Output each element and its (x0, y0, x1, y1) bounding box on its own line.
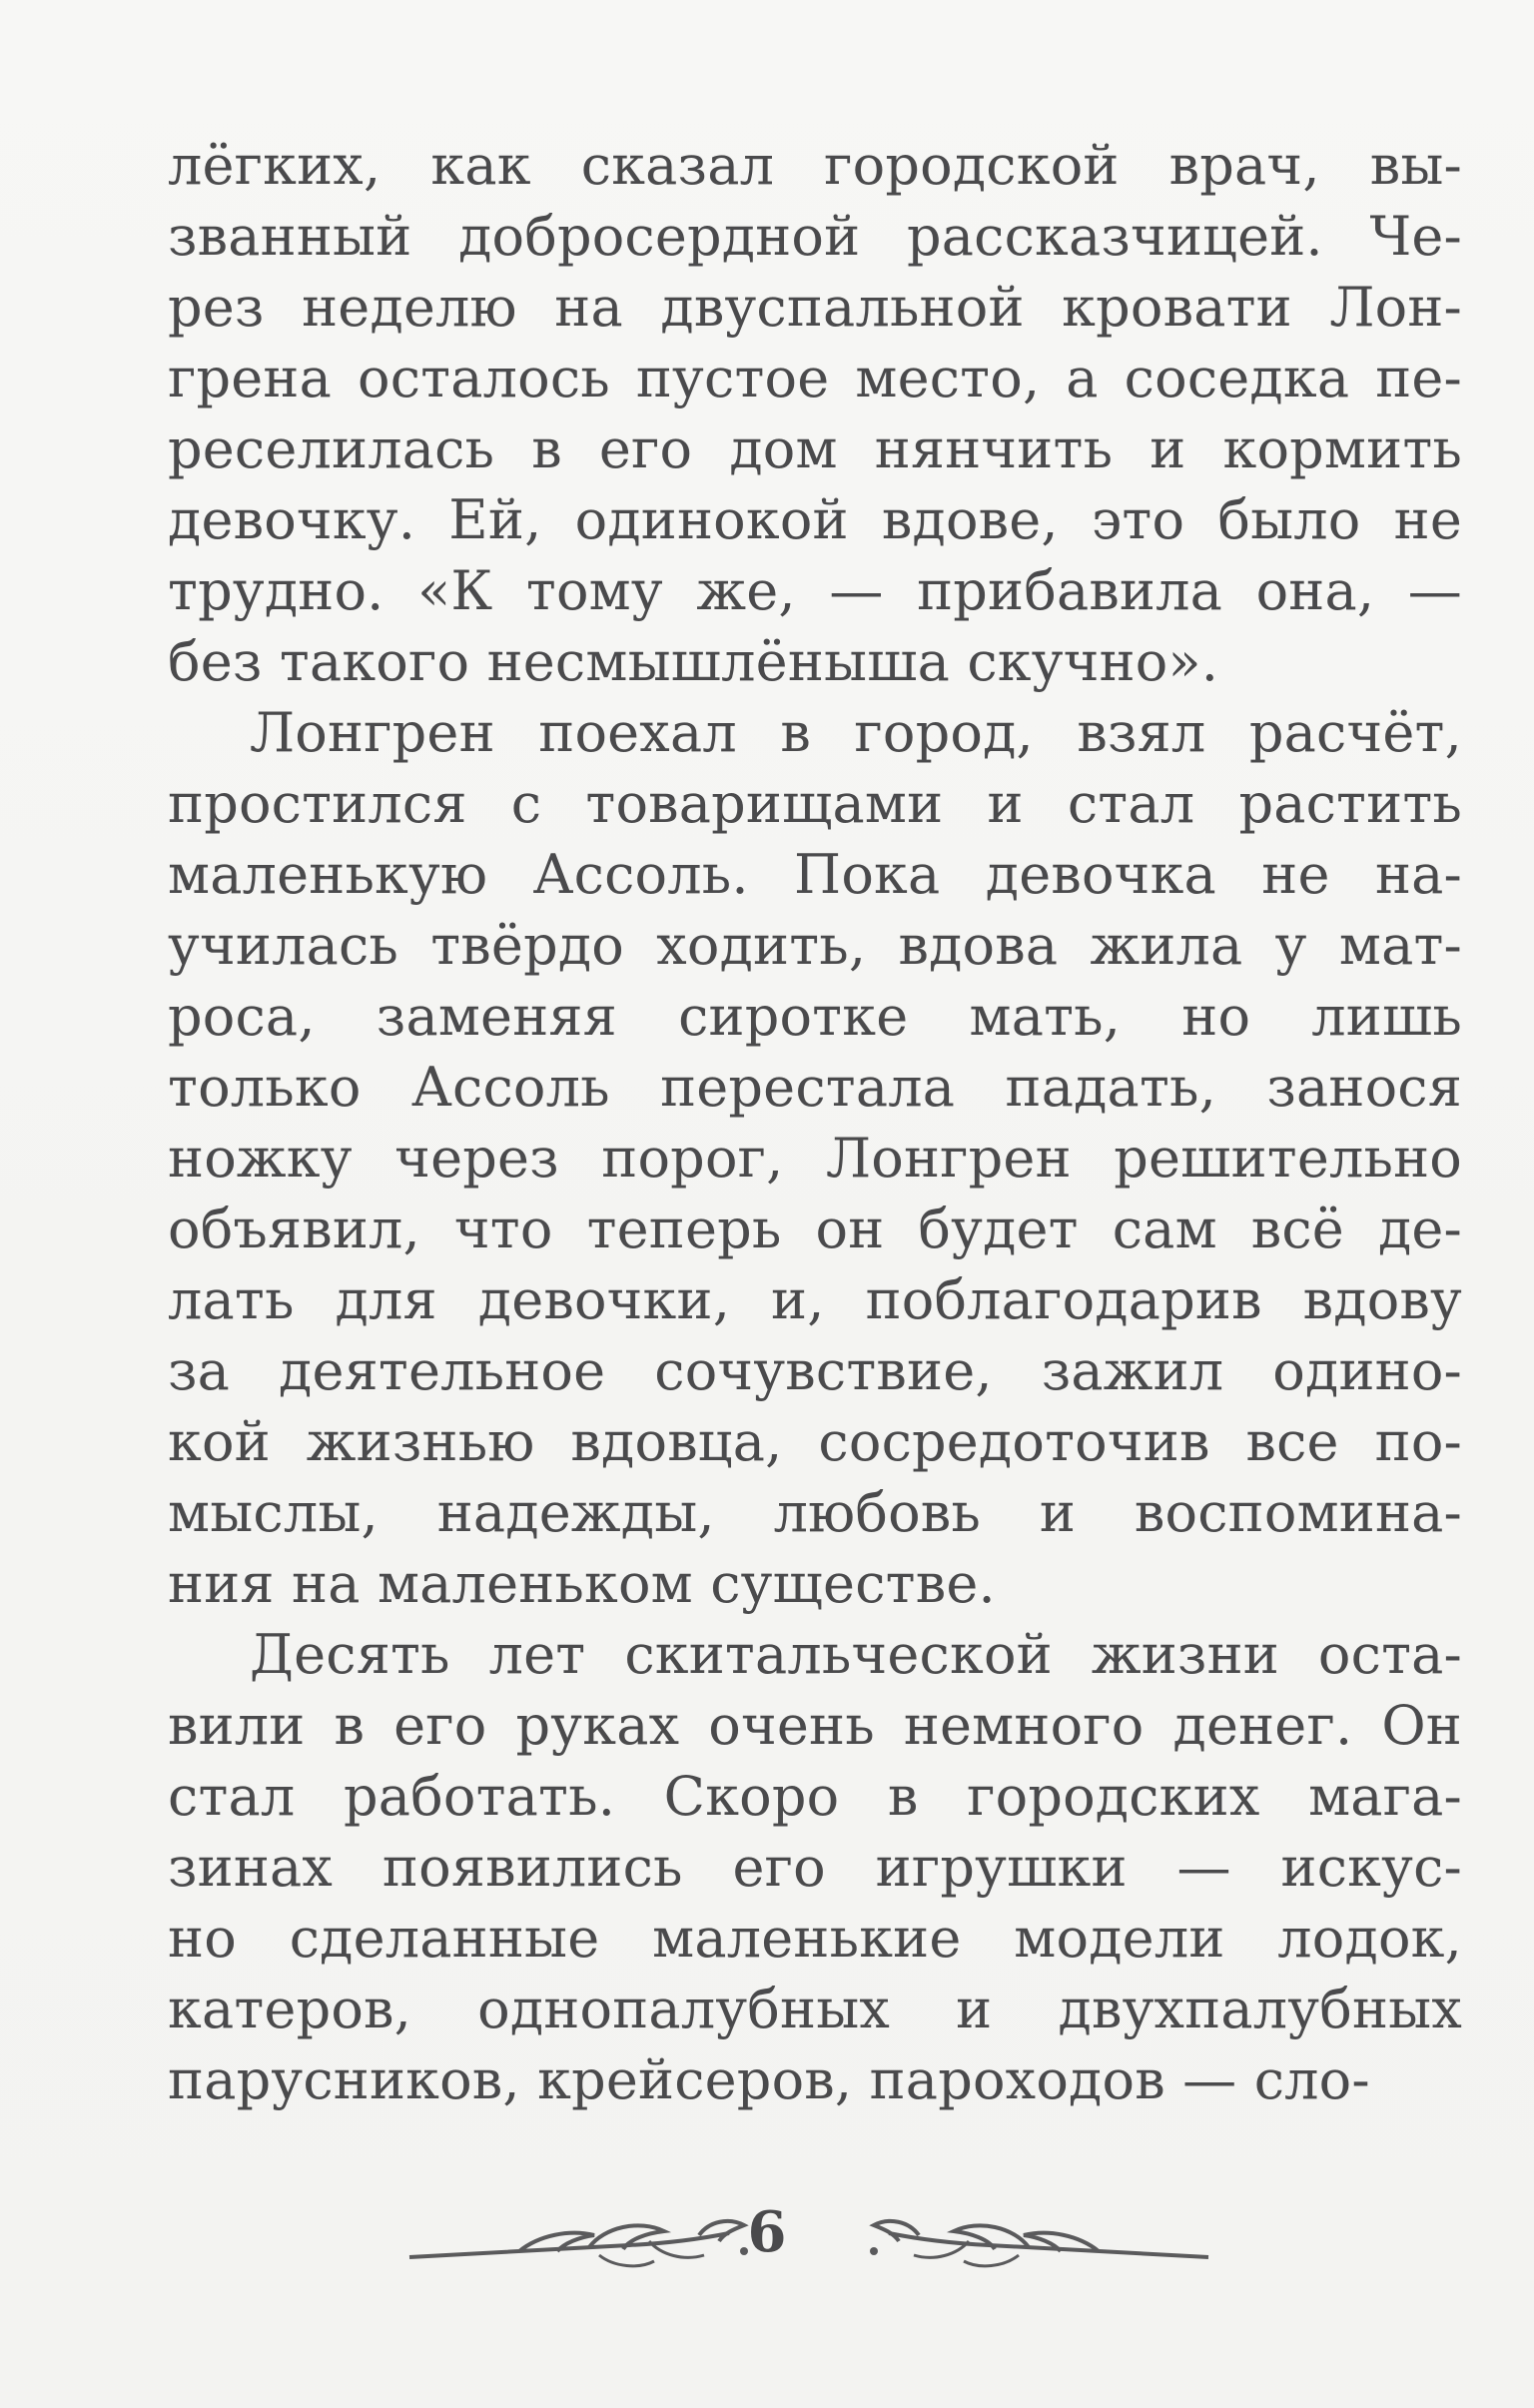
text-line: училась твёрдо ходить, вдова жила у мат- (168, 914, 1462, 977)
text-line: Лонгрен поехал в город, взял расчёт, (250, 701, 1462, 764)
text-line: Десять лет скитальческой жизни оста- (250, 1623, 1462, 1686)
text-line: парусников, крейсеров, пароходов — сло- (168, 2048, 1370, 2111)
text-line: объявил, что теперь он будет сам всё де- (168, 1198, 1462, 1260)
text-line: только Ассоль перестала падать, занося (168, 1056, 1462, 1119)
text-line: простился с товарищами и стал растить (168, 772, 1462, 835)
text-line: стал работать. Скоро в городских мага- (168, 1765, 1462, 1828)
text-line: реселилась в его дом нянчить и кормить (168, 417, 1462, 480)
text-line: ния на маленьком существе. (168, 1552, 996, 1615)
flourish-right-icon (859, 2205, 1218, 2275)
text-line: трудно. «К тому же, — прибавила она, — (168, 559, 1462, 622)
text-line: роса, заменяя сиротке мать, но лишь (168, 985, 1462, 1048)
text-line: лёгких, как сказал городской врач, вы- (168, 134, 1462, 197)
text-line: катеров, однопалубных и двухпалубных (168, 1978, 1462, 2040)
text-line: кой жизнью вдовца, сосредоточив все по- (168, 1410, 1462, 1473)
text-line: ножку через порог, Лонгрен решительно (168, 1127, 1462, 1190)
text-line: но сделанные маленькие модели лодок, (168, 1907, 1462, 1970)
text-line: грена осталось пустое место, а соседка пе- (168, 347, 1462, 409)
text-line: за деятельное сочувствие, зажил одино- (168, 1339, 1462, 1402)
flourish-left-icon (399, 2205, 759, 2275)
text-line: вили в его руках очень немного денег. Он (168, 1694, 1462, 1757)
text-line: маленькую Ассоль. Пока девочка не на- (168, 843, 1462, 906)
text-line: без такого несмышлёныша скучно». (168, 630, 1219, 693)
body-text (168, 130, 1462, 2115)
text-line: рез неделю на двуспальной кровати Лон- (168, 276, 1462, 339)
text-line: лать для девочки, и, поблагодарив вдову (168, 1268, 1462, 1331)
text-line: званный добросердной рассказчицей. Че- (168, 205, 1462, 268)
text-line: мыслы, надежды, любовь и воспомина- (168, 1481, 1462, 1544)
page-number: 6 (747, 2199, 787, 2265)
text-line: зинах появились его игрушки — искус- (168, 1836, 1462, 1899)
text-line: девочку. Ей, одинокой вдове, это было не (168, 488, 1462, 551)
page-footer (0, 2187, 1534, 2287)
